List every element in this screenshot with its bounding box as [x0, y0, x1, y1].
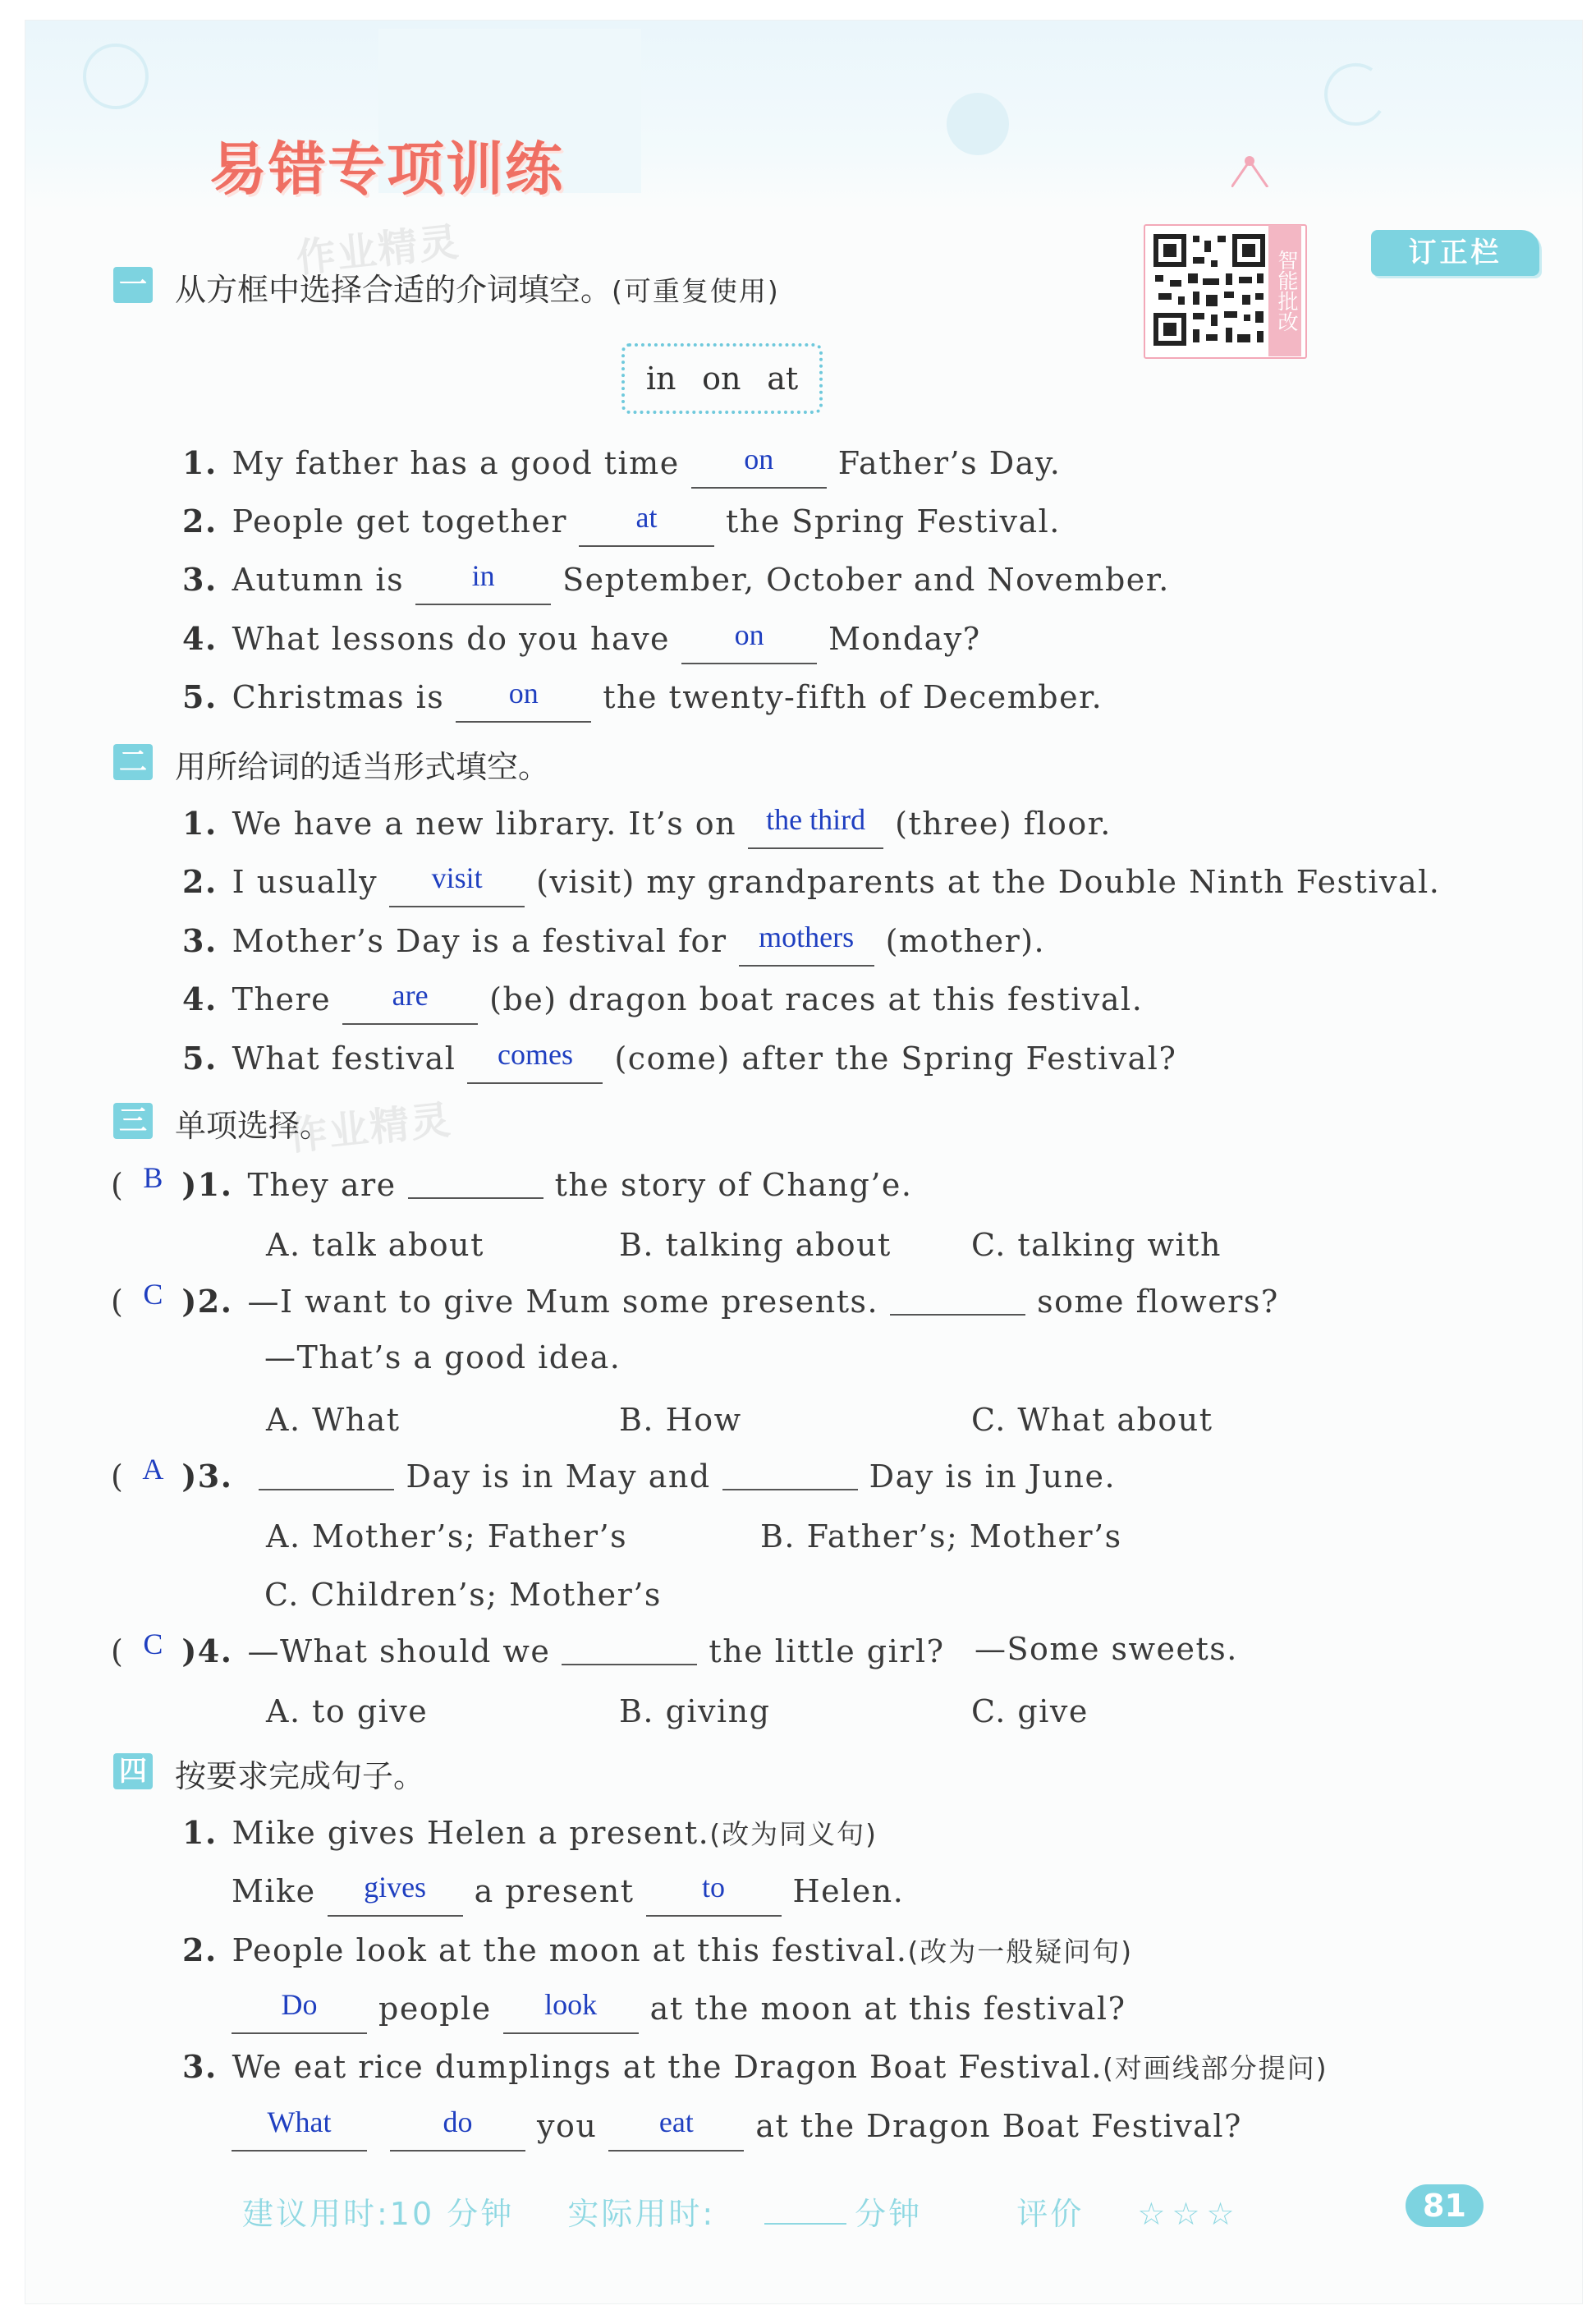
answer-blank[interactable]: [646, 1871, 782, 1917]
qr-code-card[interactable]: [1144, 171, 1328, 347]
item-text: at the moon at this festival?: [649, 1991, 1126, 2027]
s2-item-1: [182, 799, 1112, 848]
item-text: My father has a good time: [232, 445, 680, 481]
item-text: I usually: [232, 864, 378, 900]
item-text: —What should we: [247, 1633, 551, 1669]
handwritten-answer: do: [443, 2106, 473, 2138]
s3-q4-reply: —Some sweets.: [975, 1631, 1238, 1667]
qr-code-icon: [1152, 232, 1267, 347]
item-text: (visit) my grandparents at the Double Ninth Festival.: [536, 864, 1441, 900]
handwritten-answer: on: [508, 677, 539, 710]
item-number: 5.: [182, 1040, 218, 1077]
answer-blank[interactable]: [681, 618, 817, 664]
s3-q1-option-b[interactable]: B. talking about: [619, 1227, 892, 1263]
handwritten-answer: the third: [766, 803, 866, 836]
answer-blank[interactable]: [259, 1453, 394, 1490]
item-text: you: [537, 2108, 598, 2144]
item-number: 2.: [182, 503, 218, 540]
s3-q2-reply: —That’s a good idea.: [264, 1339, 621, 1375]
item-text: Father’s Day.: [837, 445, 1062, 481]
section-2-badge: 二: [113, 744, 153, 780]
answer-blank[interactable]: [608, 2106, 744, 2152]
s2-item-3: [182, 916, 1045, 966]
item-text: at the Dragon Boat Festival?: [755, 2108, 1242, 2144]
item-number: 1.: [182, 1814, 218, 1851]
item-text: (come) after the Spring Festival?: [614, 1040, 1177, 1077]
item-text: We have a new library. It’s on: [232, 806, 737, 842]
item-instruction: (改为同义句): [709, 1818, 878, 1850]
s2-item-2: [182, 857, 1440, 907]
answer-blank[interactable]: [579, 501, 714, 547]
handwritten-choice: C: [143, 1628, 163, 1660]
item-number: 3.: [182, 561, 218, 598]
item-text: There: [232, 981, 332, 1017]
answer-blank[interactable]: [328, 1871, 463, 1917]
rating-stars-icon[interactable]: ☆☆☆: [1137, 2196, 1241, 2232]
item-text: Day is in June.: [869, 1458, 1117, 1495]
handwritten-answer: to: [702, 1871, 726, 1904]
item-number: 1.: [182, 805, 218, 842]
item-number: 2.: [182, 1931, 218, 1968]
correction-column-tab: 订正栏: [1371, 230, 1539, 276]
s3-q3-option-c[interactable]: C. Children’s; Mother’s: [264, 1577, 662, 1613]
s3-q1-option-a[interactable]: A. talk about: [266, 1227, 484, 1263]
handwritten-answer: look: [544, 1988, 598, 2021]
rating: [1016, 2196, 1282, 2232]
s4-question-2: [182, 1926, 1133, 1975]
answer-blank[interactable]: [503, 1988, 639, 2034]
handwritten-answer: mothers: [759, 921, 855, 953]
item-number: )4.: [181, 1633, 233, 1669]
section-4-title: 按要求完成句子。: [175, 1758, 425, 1794]
handwritten-answer: comes: [497, 1038, 573, 1071]
item-instruction: (对画线部分提问): [1102, 2052, 1328, 2084]
actual-time-unit: 分钟: [855, 2196, 923, 2232]
item-number: )1.: [181, 1166, 233, 1203]
section-1-instruction: 从方框中选择合适的介词填空。: [175, 272, 612, 308]
footer: [242, 2188, 1323, 2234]
item-text: People get together: [232, 503, 567, 540]
handwritten-answer: eat: [658, 2106, 694, 2138]
section-1-badge: 一: [113, 267, 153, 303]
s3-q4-option-c[interactable]: C. give: [971, 1693, 1089, 1729]
section-4-badge: 四: [113, 1753, 153, 1789]
word-box: [621, 343, 823, 414]
handwritten-choice: A: [142, 1453, 164, 1486]
item-text: (be) dragon boat races at this festival.: [489, 981, 1144, 1017]
s4-q1-answer-line: [232, 1867, 904, 1916]
s1-item-5: [182, 673, 1103, 722]
s2-item-4: [182, 975, 1143, 1024]
s1-item-2: [182, 497, 1061, 546]
handwritten-answer: at: [635, 501, 658, 534]
item-text: Autumn is: [232, 562, 405, 598]
word-option: in: [645, 361, 676, 397]
item-number: 4.: [182, 980, 218, 1017]
item-text: We eat rice dumplings at the Dragon Boat Festival.: [232, 2049, 1103, 2085]
item-number: 1.: [182, 444, 218, 481]
answer-blank[interactable]: [456, 677, 591, 723]
s4-q2-answer-line: [220, 1984, 1126, 2033]
item-text: People look at the moon at this festival.: [232, 1932, 908, 1968]
handwritten-answer: in: [471, 559, 495, 592]
page-number: 81: [1406, 2184, 1484, 2227]
page-title: 易错专项训练: [209, 135, 564, 203]
section-3-badge: 三: [113, 1103, 153, 1139]
s3-q4-option-b[interactable]: B. giving: [619, 1693, 771, 1729]
s3-q3-option-a[interactable]: A. Mother’s; Father’s: [266, 1518, 628, 1555]
actual-time: [567, 2196, 963, 2232]
s3-question-4: ( C )4. —What should we the little girl?: [111, 1624, 944, 1674]
s1-item-4: [182, 614, 981, 664]
s2-item-5: [182, 1034, 1176, 1083]
item-number: 3.: [182, 2048, 218, 2085]
s3-q4-option-a[interactable]: A. to give: [266, 1693, 429, 1729]
item-text: —I want to give Mum some presents.: [247, 1284, 879, 1320]
handwritten-answer: on: [734, 618, 764, 651]
item-text: Helen.: [792, 1873, 905, 1909]
rating-label: 评价: [1016, 2196, 1085, 2232]
item-text: the twenty-fifth of December.: [603, 679, 1103, 715]
handwritten-answer: gives: [364, 1871, 427, 1904]
item-text: Mike gives Helen a present.: [232, 1815, 710, 1851]
qr-tag-label: 智能批改: [1268, 225, 1301, 356]
answer-blank[interactable]: [562, 1628, 697, 1665]
item-text: Mike: [232, 1873, 316, 1909]
answer-blank[interactable]: [691, 443, 827, 489]
answer-blank[interactable]: [748, 803, 883, 849]
item-instruction: (改为一般疑问句): [907, 1936, 1134, 1968]
section-1-note: (可重复使用): [612, 275, 780, 307]
item-text: September, October and November.: [562, 562, 1170, 598]
item-text: the Spring Festival.: [725, 503, 1061, 540]
answer-blank[interactable]: [232, 1988, 367, 2034]
s4-question-1: [182, 1808, 878, 1858]
s3-q2-option-b[interactable]: B. How: [619, 1402, 742, 1438]
handwritten-answer: visit: [431, 861, 483, 894]
item-text: Christmas is: [232, 679, 445, 715]
handwritten-choice: C: [143, 1278, 163, 1311]
s3-question-2: ( C )2. —I want to give Mum some presents. some flowers?: [111, 1274, 1279, 1324]
actual-time-blank[interactable]: [764, 2198, 846, 2225]
word-option: at: [767, 361, 799, 397]
answer-blank[interactable]: [890, 1278, 1025, 1316]
handwritten-answer: Do: [281, 1988, 318, 2021]
s1-item-3: [182, 555, 1170, 604]
item-text: Day is in May and: [406, 1458, 711, 1495]
s3-q3-option-b[interactable]: B. Father’s; Mother’s: [760, 1518, 1122, 1555]
handwritten-choice: B: [143, 1161, 163, 1194]
item-number: 5.: [182, 678, 218, 715]
item-text: Mother’s Day is a festival for: [232, 923, 727, 959]
s1-item-1: [182, 439, 1061, 488]
item-text: (mother).: [885, 923, 1046, 959]
answer-blank[interactable]: [467, 1038, 603, 1084]
actual-time-label: 实际用时:: [567, 2196, 716, 2232]
answer-blank[interactable]: [342, 979, 478, 1025]
item-text: the little girl?: [709, 1633, 945, 1669]
section-3-title: 单项选择。: [175, 1108, 332, 1144]
item-number: 3.: [182, 922, 218, 959]
s3-q2-option-c[interactable]: C. What about: [971, 1402, 1213, 1438]
item-text: They are: [247, 1167, 397, 1203]
answer-blank[interactable]: [739, 921, 874, 967]
section-2-title: 用所给词的适当形式填空。: [175, 749, 550, 785]
answer-blank[interactable]: [408, 1161, 543, 1199]
answer-blank[interactable]: [389, 861, 525, 907]
item-text: people: [378, 1991, 492, 2027]
item-text: Monday?: [828, 621, 981, 657]
item-text: (three) floor.: [895, 806, 1112, 842]
answer-blank[interactable]: [722, 1453, 858, 1490]
answer-blank[interactable]: [415, 559, 551, 605]
handwritten-answer: What: [267, 2106, 332, 2138]
handwritten-answer: are: [392, 979, 429, 1012]
item-number: 2.: [182, 863, 218, 900]
s4-q3-answer-line: [220, 2101, 1242, 2151]
watermark: 作业精灵: [294, 218, 462, 282]
s3-question-1: ( B )1. They are the story of Chang’e.: [111, 1158, 913, 1207]
section-1-title: [175, 264, 780, 310]
answer-blank[interactable]: [232, 2106, 367, 2152]
s4-question-3: [182, 2042, 1328, 2092]
item-number: )2.: [181, 1283, 233, 1320]
watermark: 作业精灵: [286, 1096, 454, 1160]
answer-blank[interactable]: [390, 2106, 525, 2152]
s3-q2-option-a[interactable]: A. What: [266, 1402, 401, 1438]
s3-question-3: ( A )3. Day is in May and Day is in June.: [111, 1449, 1116, 1499]
item-text: some flowers?: [1037, 1284, 1279, 1320]
s3-q1-option-c[interactable]: C. talking with: [971, 1227, 1222, 1263]
handwritten-answer: on: [744, 443, 774, 475]
item-number: 4.: [182, 620, 218, 657]
item-text: What festival: [232, 1040, 456, 1077]
suggested-time: 建议用时:10 分钟: [242, 2196, 515, 2232]
item-number: )3.: [181, 1458, 233, 1495]
item-text: What lessons do you have: [232, 621, 671, 657]
item-text: the story of Chang’e.: [554, 1167, 913, 1203]
word-option: on: [702, 361, 741, 397]
item-text: a present: [474, 1873, 635, 1909]
